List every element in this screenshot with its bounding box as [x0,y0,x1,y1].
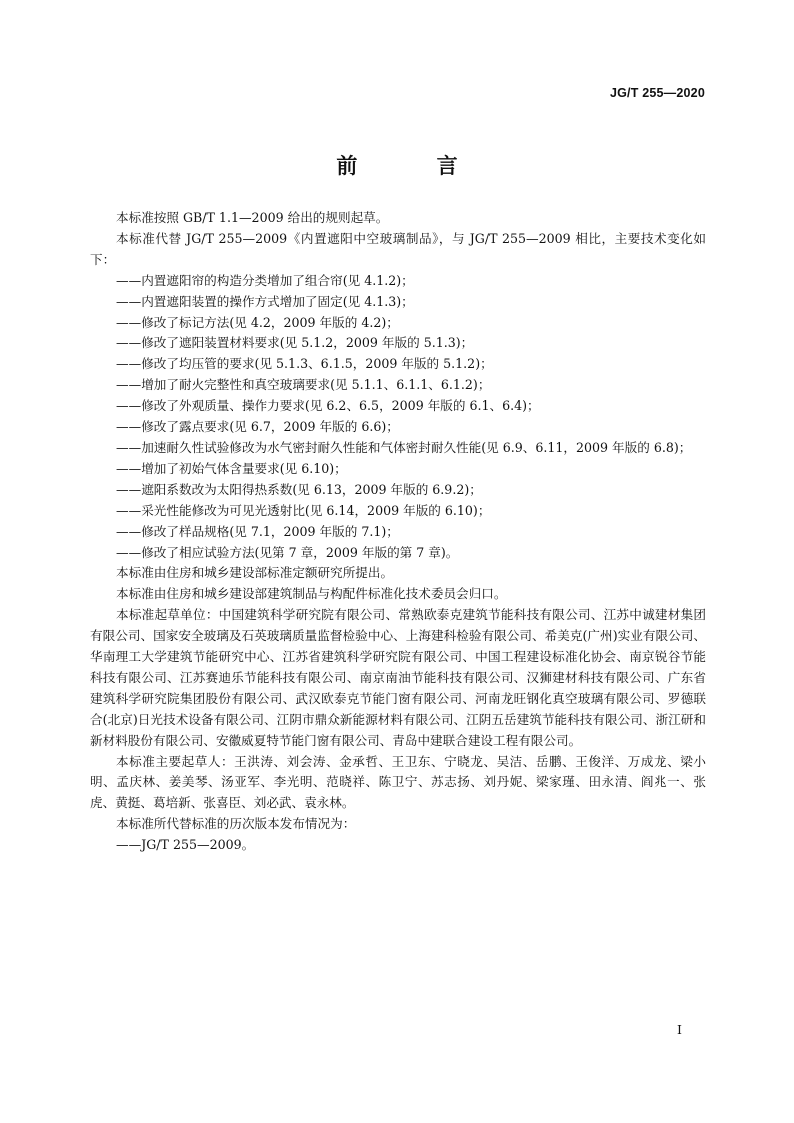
list-item: ——遮阳系数改为太阳得热系数(见 6.13，2009 年版的 6.9.2)； [116,481,482,497]
paragraph-centralized-by: 本标准由住房和城乡建设部建筑制品与构配件标准化技术委员会归口。 [116,586,507,602]
list-item: ——修改了外观质量、操作力要求(见 6.2、6.5，2009 年版的 6.1、6.4)； [116,398,540,414]
paragraph-history-intro: 本标准所代替标准的历次版本发布情况为： [116,816,356,832]
history-item: ——JG/T 255—2009。 [116,837,255,853]
list-item: ——修改了样品规格(见 7.1，2009 年版的 7.1)； [116,523,399,539]
list-item: ——加速耐久性试验修改为水气密封耐久性能和气体密封耐久性能(见 6.9、6.11，2009 年版的 6.8)； [116,439,692,455]
list-item: ——修改了遮阳装置材料要求(见 5.1.2，2009 年版的 5.1.3)； [116,335,474,351]
list-item: ——增加了耐火完整性和真空玻璃要求(见 5.1.1、6.1.1、6.1.2)； [116,377,491,393]
paragraph-drafting-units: 本标准起草单位：中国建筑科学研究院有限公司、常熟欧泰克建筑节能科技有限公司、江苏中诚建材集团有限公司、国家安全玻璃及石英玻璃质量监督检验中心、上海建科检验有限公司、希美克(广州)实业有限公司、华南理工大学建筑节能研究中心、江苏省建筑科学研究院有限公司、中国工程建设标准化协会、南京锐谷节能科技有限公司、江苏赛迪乐节能科技有限公司、南京南油节能科技有限公司、汉狮建材科技有限公司、广东省建筑科学研究院集团股份有限公司、武汉欧泰克节能门窗有限公司、河南龙旺钢化真空玻璃有限公司、罗德联合(北京)日光技术设备有限公司、江阴市鼎众新能源材料有限公司、江阴五岳建筑节能科技有限公司、浙江研和新材料股份有限公司、安徽威夏特节能门窗有限公司、青岛中建联合建设工程有限公司。 [90,607,706,748]
list-item: ——修改了相应试验方法(见第 7 章，2009 年版的第 7 章)。 [116,544,459,560]
paragraph-drafters: 本标准主要起草人：王洪涛、刘会涛、金承哲、王卫东、宁晓龙、吴洁、岳鹏、王俊洋、万成龙、梁小明、孟庆林、姜美琴、汤亚军、李光明、范晓祥、陈卫宁、苏志扬、刘丹妮、梁家瑾、田永清、阎兆一、张虎、黄挺、葛培新、张喜臣、刘必武、袁永林。 [90,753,706,811]
page-number: I [677,1022,682,1037]
list-item: ——内置遮阳帘的构造分类增加了组合帘(见 4.1.2)； [116,272,414,288]
foreword-body [90,208,706,856]
list-item: ——增加了初始气体含量要求(见 6.10)； [116,460,347,476]
standard-code: JG/T 255—2020 [609,86,705,100]
list-item: ——修改了标记方法(见 4.2，2009 年版的 4.2)； [116,314,399,330]
list-item: ——内置遮阳装置的操作方式增加了固定(见 4.1.3)； [116,293,414,309]
paragraph-proposed-by: 本标准由住房和城乡建设部标准定额研究所提出。 [116,565,394,581]
list-item: ——采光性能修改为可见光透射比(见 6.14，2009 年版的 6.10)； [116,502,491,518]
page-title: 前 言 [336,154,494,178]
list-item: ——修改了露点要求(见 6.7，2009 年版的 6.6)； [116,419,399,435]
paragraph-replacement: 本标准代替 JG/T 255—2009《内置遮阳中空玻璃制品》，与 JG/T 255—2009 相比，主要技术变化如下： [90,230,706,267]
paragraph-drafting-rules: 本标准按照 GB/T 1.1—2009 给出的规则起草。 [116,210,389,225]
changes-list [90,271,706,564]
list-item: ——修改了均压管的要求(见 5.1.3、6.1.5，2009 年版的 5.1.2)； [116,356,493,372]
